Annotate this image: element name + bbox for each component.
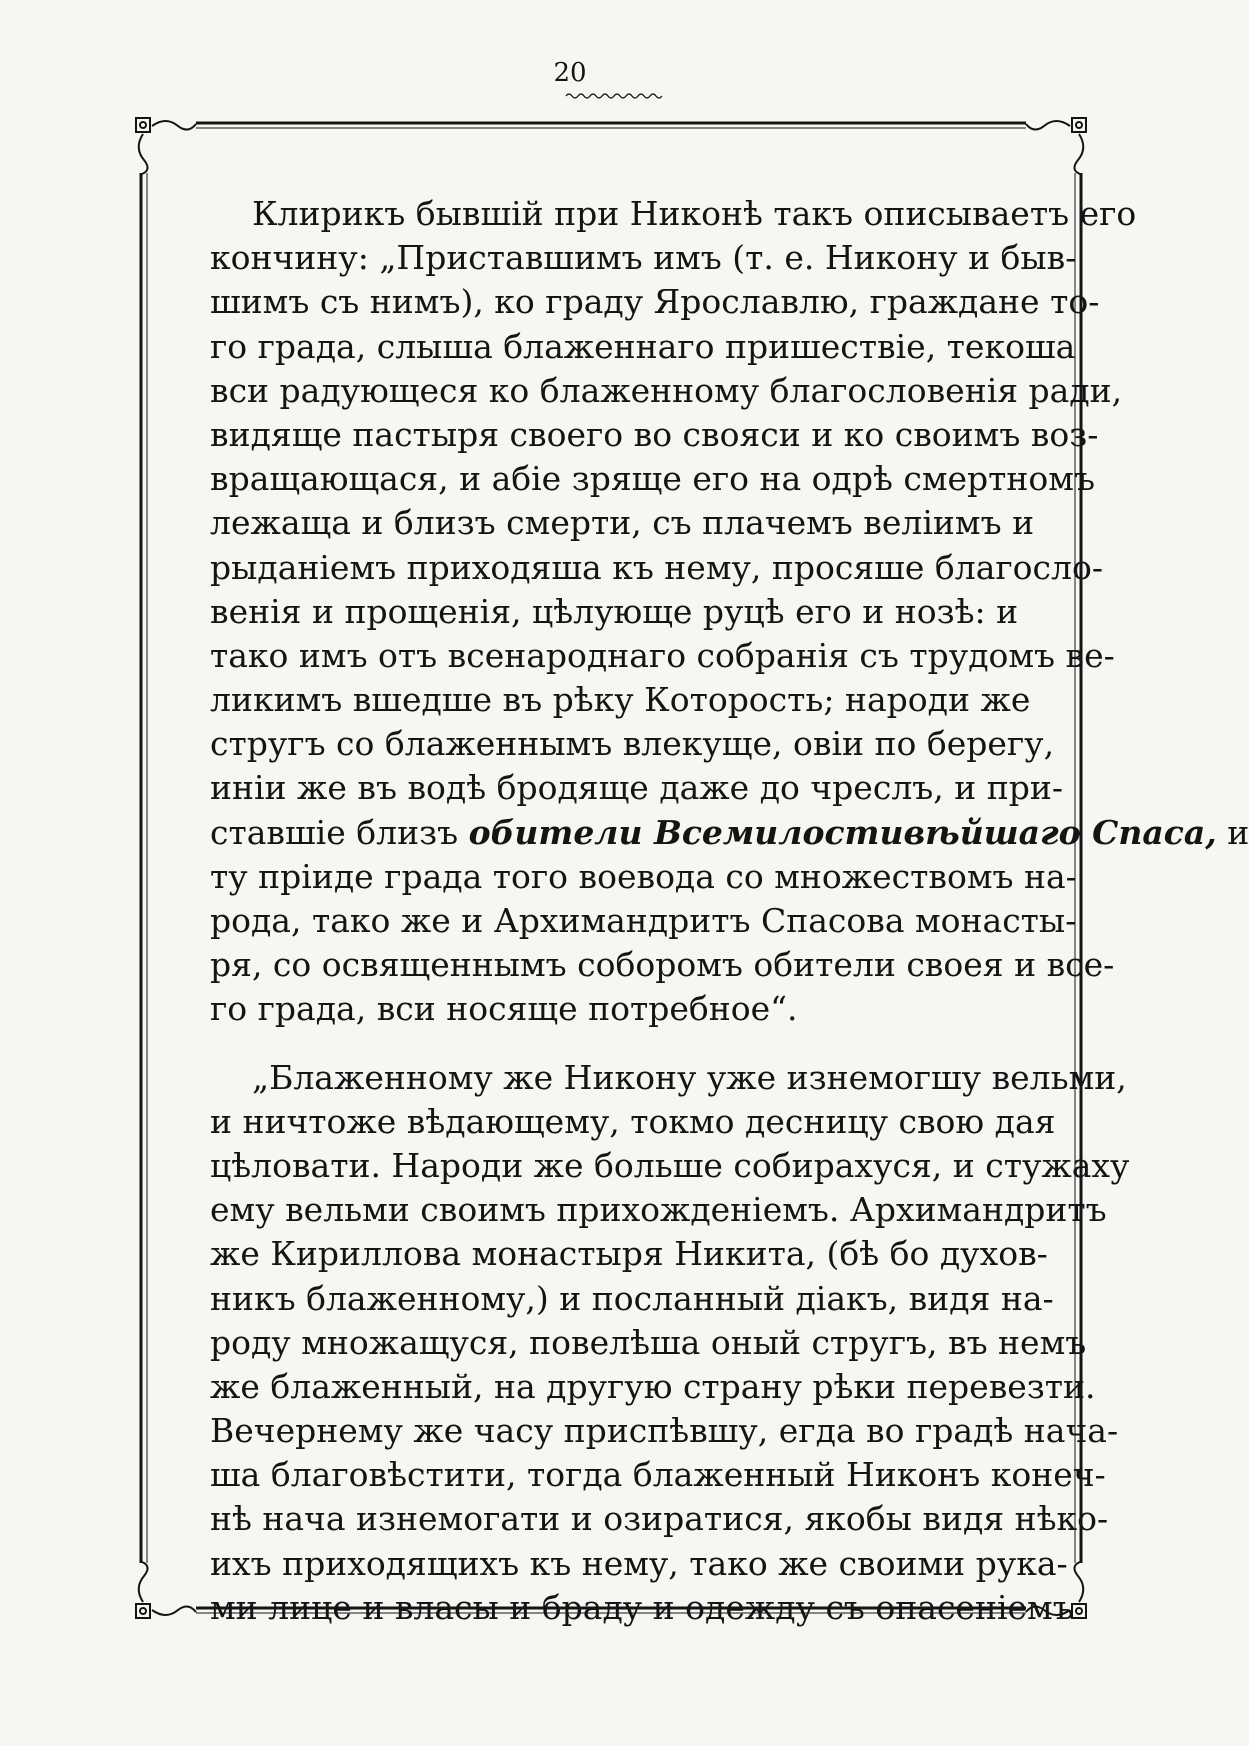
page-number-wave-rule <box>566 92 666 100</box>
text-line: рыданіемъ приходяша къ нему, просяше благосло- <box>210 547 1103 587</box>
text-line-with-italic <box>210 811 1249 855</box>
body-text <box>210 192 1249 1630</box>
text-line: шимъ съ нимъ), ко граду Ярославлю, граждане то- <box>210 282 1100 322</box>
text-line: видяще пастыря своего во свояси и ко своимъ воз- <box>210 414 1099 454</box>
text-line: вращающася, и абіе зряще его на одрѣ смертномъ <box>210 459 1095 499</box>
text-line: тако имъ отъ всенароднаго собранія съ трудомъ ве- <box>210 635 1115 675</box>
paragraph-1 <box>210 192 1249 1032</box>
text-line: го града, слыша блаженнаго пришествіе, текоша <box>210 326 1076 366</box>
text-line: ему вельми своимъ прихожденіемъ. Архимандритъ <box>210 1190 1107 1230</box>
text-line: ми лице и власы и браду и одежду съ опасеніемъ <box>210 1587 1074 1627</box>
text-line: вси радующеся ко блаженному благословенія ради, <box>210 370 1123 410</box>
text-line: же Кириллова монастыря Никита, (бѣ бо духов- <box>210 1234 1048 1274</box>
text-line: лежаща и близъ смерти, съ плачемъ веліимъ и <box>210 503 1035 543</box>
text-line: рода, тако же и Архимандритъ Спасова монасты- <box>210 901 1077 940</box>
text-line: ту пріиде града того воевода со множествомъ на- <box>210 856 1077 896</box>
text-line: роду множащуся, повелѣша оный стругъ, въ немъ <box>210 1322 1087 1362</box>
text-line: Вечернему же часу приспѣвшу, егда во градѣ нача- <box>210 1411 1119 1451</box>
corner-ornament-top-right <box>1026 118 1086 174</box>
text-line: го града, вси носяще потребное“. <box>210 989 798 1029</box>
text-run: ставшіе близъ <box>210 812 469 852</box>
text-line: ихъ приходящихъ къ нему, тако же своими рука- <box>210 1543 1068 1583</box>
text-line: же блаженный, на другую страну рѣки перевезти. <box>210 1366 1096 1406</box>
corner-ornament-top-left <box>136 118 196 174</box>
text-line: Клирикъ бывшій при Никонѣ такъ описываетъ его <box>252 194 1137 233</box>
text-line: никъ блаженному,) и посланный діакъ, видя на- <box>210 1278 1054 1318</box>
text-line: „Блаженному же Никону уже изнемогшу вельми, <box>252 1057 1127 1097</box>
text-line: цѣловати. Народи же больше собирахуся, и стужаху <box>210 1145 1130 1185</box>
italic-emphasis: обители Всемилостивѣйшаго Спаса, <box>468 812 1217 852</box>
text-line: ша благовѣстити, тогда блаженный Никонъ конеч- <box>210 1455 1106 1495</box>
text-line: ря, со освященнымъ соборомъ обители своея и все- <box>210 945 1115 985</box>
text-line: и ничтоже вѣдающему, токмо десницу свою дая <box>210 1101 1056 1141</box>
text-line: иніи же въ водѣ бродяще даже до чреслъ, и при- <box>210 768 1064 808</box>
text-line: венія и прощенія, цѣлующе руцѣ его и нозѣ: и <box>210 591 1019 631</box>
text-line: нѣ нача изнемогати и озиратися, якобы видя нѣко- <box>210 1499 1109 1539</box>
page-number: 20 <box>553 58 587 88</box>
paragraph-spacer <box>210 1032 1016 1056</box>
paragraph-2 <box>210 1056 1130 1630</box>
text-run: и <box>1216 812 1249 852</box>
text-line: ликимъ вшедше въ рѣку Которость; народи же <box>210 680 1031 720</box>
corner-ornament-bottom-left <box>136 1562 196 1618</box>
text-line: кончину: „Приставшимъ имъ (т. е. Никону и быв- <box>210 238 1077 278</box>
text-line: стругъ со блаженнымъ влекуще, овіи по берегу, <box>210 724 1055 764</box>
